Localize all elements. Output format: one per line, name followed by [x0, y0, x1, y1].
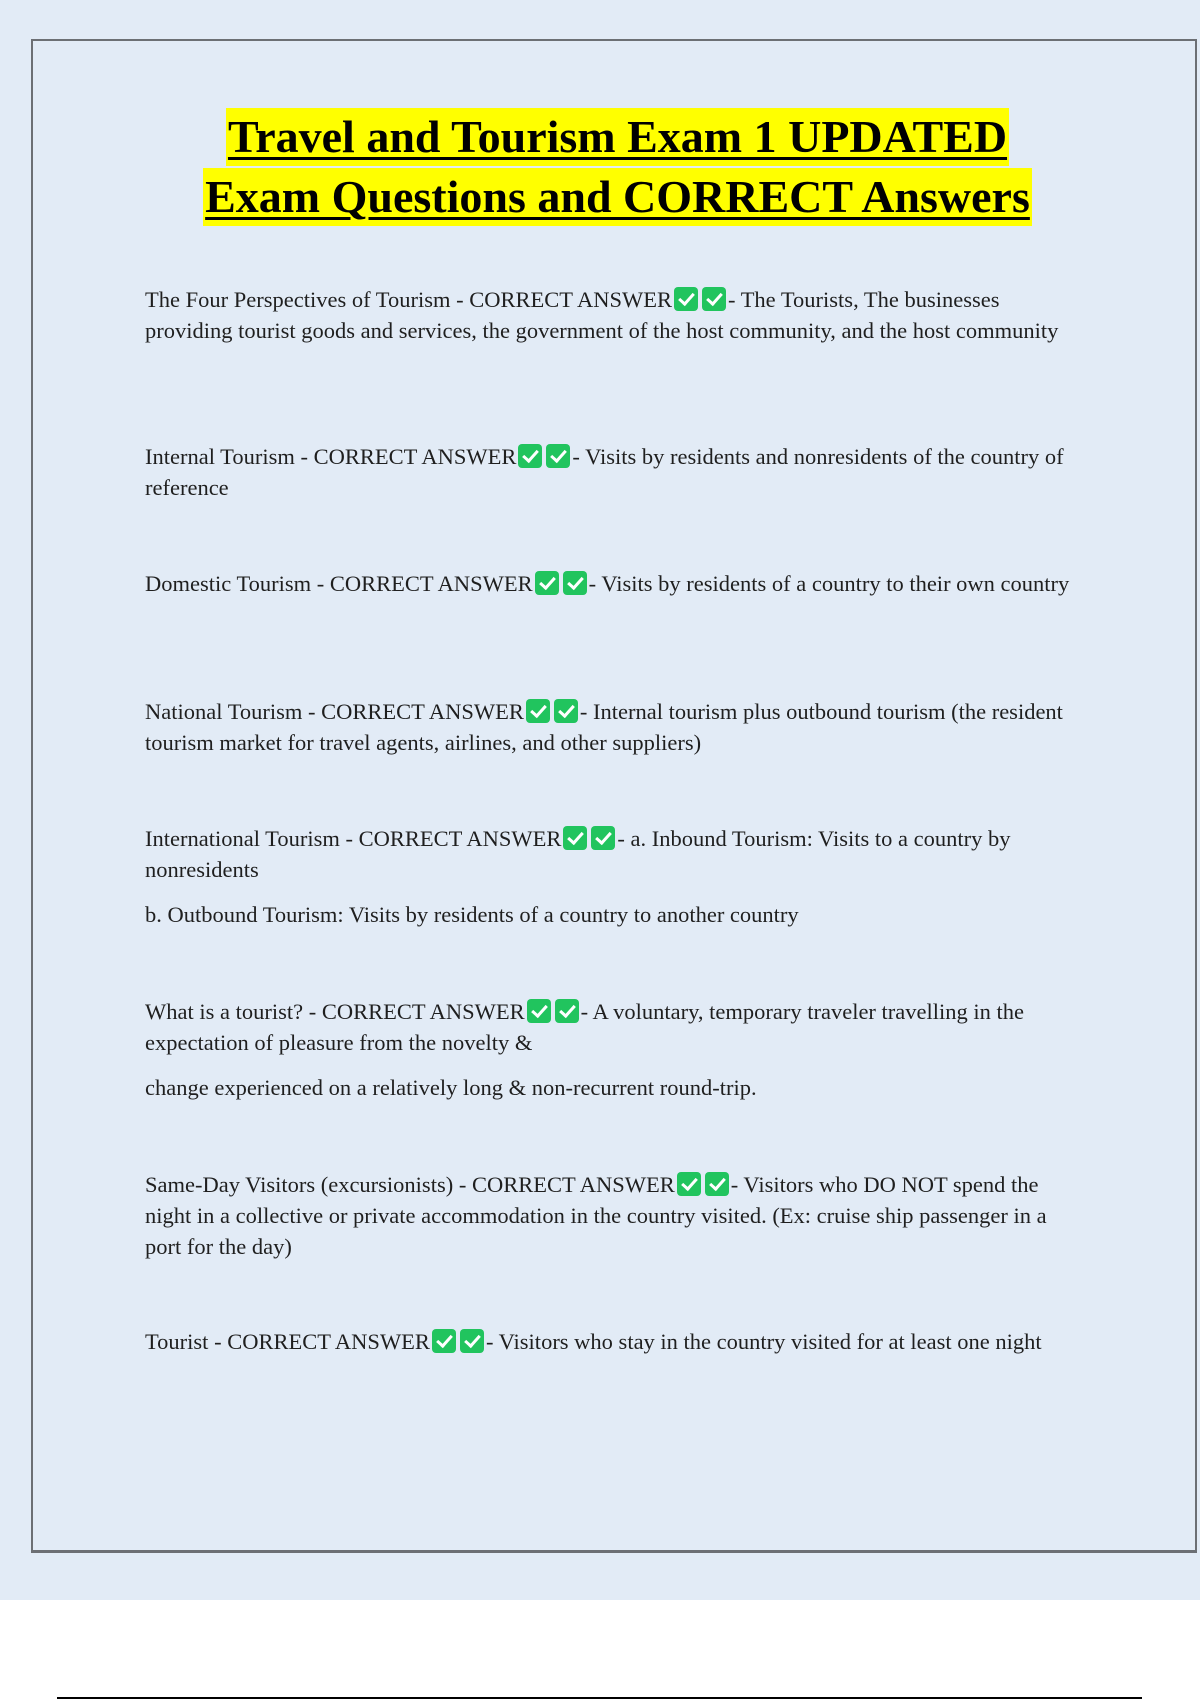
answer-text: Visits by residents of a country to their own country: [601, 571, 1070, 596]
answer-marker: CORRECT ANSWER: [321, 999, 525, 1024]
check-mark-icon: [432, 1329, 456, 1353]
qa-entry: [145, 696, 1085, 758]
qa-entry: [145, 441, 1085, 503]
question-term: The Four Perspectives of Tourism: [145, 287, 451, 312]
question-term: International Tourism: [145, 826, 340, 851]
question-term: Internal Tourism: [145, 444, 295, 469]
check-mark-icon: [702, 287, 726, 311]
qa-text: Domestic Tourism - CORRECT ANSWER - Visits by residents of a country to their own country: [145, 571, 1070, 596]
answer-text: Internal tourism plus outbound tourism (the resident tourism market for travel agents, airlines, and other suppliers): [145, 699, 1063, 755]
check-mark-icon: [591, 826, 615, 850]
check-mark-icon: [674, 287, 698, 311]
qa-text: Same-Day Visitors (excursionists) - CORRECT ANSWER - Visitors who DO NOT spend the night in a collective or private accommodation in the country visited. (Ex: cruise ship passenger in a port for the day): [145, 1172, 1047, 1259]
question-term: National Tourism: [145, 699, 303, 724]
check-mark-icon: [555, 999, 579, 1023]
title-line-2: Exam Questions and CORRECT Answers: [203, 168, 1032, 226]
qa-text: Internal Tourism - CORRECT ANSWER - Visits by residents and nonresidents of the country of reference: [145, 444, 1064, 500]
answer-marker: CORRECT ANSWER: [469, 287, 672, 312]
answer-continuation: change experienced on a relatively long & non-recurrent round-trip.: [145, 1075, 757, 1100]
qa-text: International Tourism - CORRECT ANSWER - a. Inbound Tourism: Visits to a country by nonresidents: [145, 826, 1011, 882]
qa-text: Tourist - CORRECT ANSWER - Visitors who stay in the country visited for at least one night: [145, 1329, 1042, 1354]
document-title: [0, 108, 1200, 228]
check-mark-icon: [677, 1172, 701, 1196]
answer-continuation: b. Outbound Tourism: Visits by residents of a country to another country: [145, 902, 799, 927]
check-mark-icon: [526, 699, 550, 723]
check-mark-icon: [518, 444, 542, 468]
qa-entry: [145, 823, 1085, 930]
question-term: Tourist: [145, 1329, 209, 1354]
answer-text: Visitors who stay in the country visited for at least one night: [498, 1329, 1042, 1354]
qa-entry: [145, 996, 1085, 1103]
qa-entry: [145, 284, 1085, 346]
qa-text: National Tourism - CORRECT ANSWER - Internal tourism plus outbound tourism (the resident tourism market for travel agents, airlines, and other suppliers): [145, 699, 1063, 755]
qa-text: What is a tourist? - CORRECT ANSWER - A voluntary, temporary traveler travelling in the expectation of pleasure from the novelty &: [145, 999, 1025, 1055]
check-mark-icon: [563, 826, 587, 850]
qa-entry: [145, 1326, 1085, 1357]
qa-entry: [145, 568, 1085, 599]
title-line-1: Travel and Tourism Exam 1 UPDATED: [226, 108, 1009, 166]
check-mark-icon: [563, 571, 587, 595]
question-term: What is a tourist?: [145, 999, 304, 1024]
answer-text: The Tourists, The businesses providing tourist goods and services, the government of the host community, and the host community: [145, 287, 1059, 343]
answer-marker: CORRECT ANSWER: [471, 1172, 675, 1197]
answer-text: a. Inbound Tourism: Visits to a country by nonresidents: [145, 826, 1011, 882]
question-term: Domestic Tourism: [145, 571, 312, 596]
answer-marker: CORRECT ANSWER: [321, 699, 524, 724]
answer-text: A voluntary, temporary traveler travelling in the expectation of pleasure from the novelty &: [145, 999, 1025, 1055]
answer-text: Visits by residents and nonresidents of the country of reference: [145, 444, 1064, 500]
check-mark-icon: [546, 444, 570, 468]
check-mark-icon: [460, 1329, 484, 1353]
answer-marker: CORRECT ANSWER: [329, 571, 533, 596]
check-mark-icon: [535, 571, 559, 595]
answer-marker: CORRECT ANSWER: [227, 1329, 430, 1354]
answer-text: Visitors who DO NOT spend the night in a collective or private accommodation in the country visited. (Ex: cruise ship passenger in a port for the day): [145, 1172, 1047, 1259]
qa-text: The Four Perspectives of Tourism - CORRECT ANSWER - The Tourists, The businesses providing tourist goods and services, the government of the host community, and the host community: [145, 287, 1059, 343]
question-term: Same-Day Visitors (excursionists): [145, 1172, 454, 1197]
qa-entry: [145, 1169, 1085, 1262]
check-mark-icon: [554, 699, 578, 723]
check-mark-icon: [705, 1172, 729, 1196]
footer-divider: [57, 1697, 1142, 1699]
check-mark-icon: [527, 999, 551, 1023]
answer-marker: CORRECT ANSWER: [358, 826, 562, 851]
answer-marker: CORRECT ANSWER: [313, 444, 517, 469]
